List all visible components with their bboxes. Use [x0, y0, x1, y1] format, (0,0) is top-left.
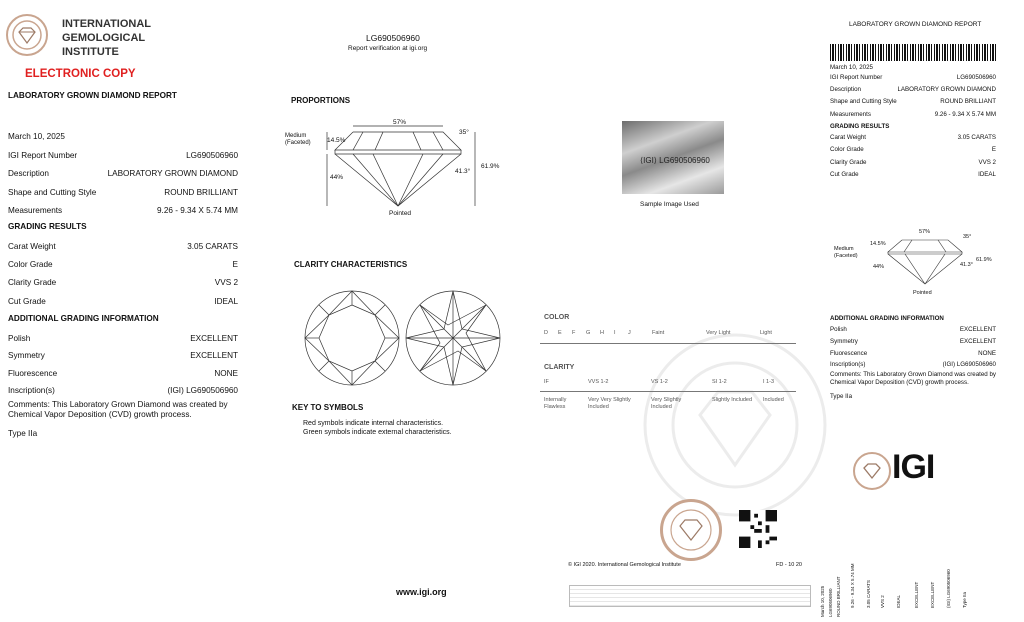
clarity-grade-description: Included	[763, 397, 784, 403]
stub-rotated-col7: IDEAL	[896, 594, 901, 608]
right-crown-height: 14.5%	[870, 241, 886, 247]
right-type: Type IIa	[830, 393, 853, 400]
right-pavilion-angle: 41.3°	[960, 262, 973, 268]
right-info-row-value: LG690506960	[956, 74, 996, 81]
comments-text: Comments: This Laboratory Grown Diamond was created by Chemical Vapor Deposition (CVD) growth process.	[8, 400, 228, 419]
additional-row	[8, 369, 238, 378]
barcode-icon	[830, 44, 996, 61]
right-additional-row-value: EXCELLENT	[959, 326, 996, 333]
grading-row	[8, 297, 238, 306]
clarity-characteristics-heading: CLARITY CHARACTERISTICS	[294, 260, 408, 269]
key-line-green: Green symbols indicate external characteristics.	[303, 429, 452, 436]
clarity-grade-label: IF	[544, 379, 549, 385]
info-row	[8, 151, 238, 160]
right-additional-row	[830, 338, 996, 345]
table-percent: 57%	[393, 119, 407, 126]
color-grade-letter: G	[586, 330, 591, 336]
grading-row	[8, 242, 238, 251]
right-grading-row-value: IDEAL	[978, 170, 996, 178]
info-row	[8, 132, 238, 141]
right-grading-row	[830, 159, 996, 166]
stub-rotated-col3: ROUND BRILLIANT	[836, 576, 841, 617]
stub-rotated-col9: EXCELLENT	[930, 581, 935, 608]
right-date: March 10, 2025	[830, 64, 873, 71]
additional-row	[8, 386, 238, 395]
additional-row-label: Polish	[8, 334, 31, 343]
stub-rotated-col8: EXCELLENT	[914, 581, 919, 608]
right-culet-label: Pointed	[913, 290, 932, 296]
right-grading-row-label: Color Grade	[830, 146, 864, 154]
security-strip	[569, 585, 811, 607]
report-number-top: LG690506960	[366, 33, 420, 43]
crown-height: 14.5%	[327, 137, 346, 144]
right-table-percent: 57%	[919, 229, 931, 235]
info-row	[8, 206, 238, 215]
report-title: LABORATORY GROWN DIAMOND REPORT	[8, 91, 177, 100]
info-row-value: LG690506960	[186, 150, 238, 160]
right-girdle-label: Medium (Faceted)	[834, 246, 858, 259]
additional-row-value: (IGI) LG690506960	[167, 385, 238, 395]
culet-label: Pointed	[389, 210, 412, 217]
pavilion-depth: 44%	[330, 174, 344, 181]
igi-inscription-icon: ⟨IGI⟩	[640, 156, 660, 165]
right-grading-row-value: E	[991, 146, 996, 154]
grading-results-heading: GRADING RESULTS	[8, 222, 87, 231]
right-additional-row	[830, 361, 996, 368]
grading-row-label: Clarity Grade	[8, 278, 57, 288]
right-grading-row	[830, 146, 996, 153]
sample-image	[622, 121, 724, 194]
proportions-heading: PROPORTIONS	[291, 96, 351, 105]
total-depth: 61.9%	[481, 163, 500, 170]
pavilion-angle: 41.3°	[455, 168, 471, 175]
info-row-value: ROUND BRILLIANT	[164, 187, 238, 197]
crown-angle: 35°	[459, 129, 469, 136]
color-scale-line	[540, 343, 796, 344]
copyright-text: © IGI 2020. International Gemological Institute	[568, 562, 681, 568]
proportions-diagram	[283, 110, 503, 222]
grading-row-value: E	[232, 260, 238, 270]
right-pavilion-depth: 44%	[873, 264, 885, 270]
diamond-icon	[8, 16, 46, 54]
type-text: Type IIa	[8, 429, 38, 438]
verification-text: Report verification at igi.org	[348, 45, 428, 52]
info-row-label: IGI Report Number	[8, 150, 78, 160]
clarity-grade-description: Slightly Included	[712, 397, 753, 403]
right-additional-row-value: EXCELLENT	[959, 337, 996, 345]
right-grading-row-label: Cut Grade	[830, 170, 859, 178]
stub-rotated-col1: March 10, 2025	[820, 585, 825, 617]
qr-code-icon[interactable]	[739, 510, 777, 548]
website-link[interactable]: www.igi.org	[396, 587, 447, 597]
right-info-row-value: LABORATORY GROWN DIAMOND	[897, 86, 996, 94]
right-crown-angle: 35°	[963, 234, 972, 240]
sample-caption: Sample Image Used	[640, 201, 699, 208]
right-info-row	[830, 74, 996, 81]
clarity-grade-label: VS 1-2	[651, 379, 668, 385]
info-row-label: Description	[8, 169, 49, 178]
additional-row	[8, 351, 238, 360]
right-additional-row-label: Polish	[830, 326, 847, 333]
grading-row-label: Cut Grade	[8, 296, 46, 306]
electronic-copy-label: ELECTRONIC COPY	[25, 68, 136, 80]
right-grading-row-value: VVS 2	[978, 158, 996, 166]
clarity-scale-line	[540, 391, 796, 392]
info-row-label: March 10, 2025	[8, 132, 65, 141]
additional-row-label: Fluorescence	[8, 368, 58, 378]
institute-name: INTERNATIONAL GEMOLOGICAL INSTITUTE	[62, 18, 152, 58]
right-total-depth: 61.9%	[976, 257, 992, 263]
igi-seal-logo	[6, 14, 48, 56]
grading-row-label: Color Grade	[8, 260, 53, 270]
stub-rotated-col6: VVS 2	[880, 595, 885, 608]
grading-row-label: Carat Weight	[8, 242, 56, 251]
additional-row	[8, 334, 238, 343]
right-additional-row	[830, 326, 996, 333]
right-report-title: LABORATORY GROWN DIAMOND REPORT	[849, 21, 982, 28]
right-info-row	[830, 111, 996, 118]
color-grade-letter: H	[600, 330, 604, 336]
right-info-row-label: Description	[830, 86, 861, 94]
right-additional-row-label: Fluorescence	[830, 349, 868, 357]
color-grade-letter: I	[614, 330, 616, 336]
additional-row-value: EXCELLENT	[190, 351, 238, 361]
clarity-grade-label: VVS 1-2	[588, 379, 609, 385]
color-faint: Faint	[652, 330, 665, 336]
girdle-label: Medium (Faceted)	[285, 133, 311, 146]
key-line-red: Red symbols indicate internal characteristics.	[303, 420, 444, 427]
right-grading-row-value: 3.05 CARATS	[957, 134, 996, 141]
clarity-grade-description: Very Very Slightly Included	[588, 397, 631, 410]
clarity-grade-description: Very Slightly Included	[651, 397, 682, 410]
key-to-symbols-heading: KEY TO SYMBOLS	[292, 403, 364, 412]
info-row-value: 9.26 - 9.34 X 5.74 MM	[156, 206, 238, 215]
right-info-row-value: ROUND BRILLIANT	[940, 98, 996, 106]
clarity-grade-label: SI 1-2	[712, 379, 727, 385]
right-info-row	[830, 86, 996, 93]
color-very-light: Very Light	[706, 330, 731, 336]
right-additional-heading: ADDITIONAL GRADING INFORMATION	[830, 315, 944, 322]
crown-plot-diagram	[303, 289, 401, 387]
color-grade-letter: D	[544, 330, 548, 336]
additional-row-value: EXCELLENT	[190, 334, 238, 343]
info-row-label: Shape and Cutting Style	[8, 187, 97, 197]
right-grading-row	[830, 134, 996, 141]
pavilion-plot-diagram	[404, 289, 502, 387]
info-row-label: Measurements	[8, 206, 63, 215]
watermark-seal	[640, 330, 830, 520]
right-grading-heading: GRADING RESULTS	[830, 123, 890, 130]
igi-logo-text: IGI	[892, 448, 935, 486]
stub-rotated-col11: Type IIa	[962, 591, 967, 608]
color-grade-letter: F	[572, 330, 576, 336]
diamond-logo-icon	[855, 454, 889, 488]
stub-rotated-col4: 9.26 - 9.34 X 5.74 MM	[850, 563, 855, 608]
right-grading-row-label: Carat Weight	[830, 134, 866, 141]
stub-rotated-col5: 3.05 CARATS	[866, 580, 871, 608]
igi-logo-icon	[853, 452, 891, 490]
info-row	[8, 188, 238, 197]
right-additional-row	[830, 350, 996, 357]
grading-row	[8, 260, 238, 269]
clarity-grade-description: Internally Flawless	[544, 397, 567, 410]
grading-row	[8, 278, 238, 287]
grading-row-value: VVS 2	[214, 278, 238, 288]
additional-grading-heading: ADDITIONAL GRADING INFORMATION	[8, 314, 159, 323]
sample-inscription: ⟨IGI⟩ LG690506960	[640, 156, 710, 165]
clarity-grade-label: I 1-3	[763, 379, 775, 385]
color-grade-letter: E	[558, 330, 562, 336]
form-code: FD - 10 20	[776, 562, 802, 568]
right-info-row-label: Measurements	[830, 110, 871, 118]
info-row-value: LABORATORY GROWN DIAMOND	[107, 169, 238, 178]
right-info-row-label: IGI Report Number	[830, 74, 883, 81]
right-grading-row-label: Clarity Grade	[830, 158, 867, 166]
stub-rotated-col10: (IGI) LG690506960	[946, 569, 951, 608]
right-additional-row-label: Symmetry	[830, 337, 858, 345]
info-row	[8, 169, 238, 178]
right-comments: Comments: This Laboratory Grown Diamond was created by Chemical Vapor Deposition (CVD) growth process.	[830, 371, 996, 386]
right-grading-row	[830, 171, 996, 178]
additional-row-label: Inscription(s)	[8, 385, 55, 395]
clarity-scale-heading: CLARITY	[544, 364, 575, 371]
color-scale-heading: COLOR	[544, 314, 570, 321]
additional-row-value: NONE	[214, 368, 238, 378]
right-additional-row-value: NONE	[978, 349, 996, 357]
grading-row-value: IDEAL	[214, 296, 238, 306]
additional-row-label: Symmetry	[8, 351, 45, 361]
igi-footer-seal	[660, 499, 722, 561]
right-additional-row-label: Inscription(s)	[830, 361, 866, 369]
right-info-row-value: 9.26 - 9.34 X 5.74 MM	[934, 110, 996, 118]
diamond-seal-icon	[663, 502, 719, 558]
right-info-row	[830, 98, 996, 105]
grading-row-value: 3.05 CARATS	[187, 242, 238, 251]
right-additional-row-value: (IGI) LG690506960	[942, 361, 996, 369]
color-light: Light	[760, 330, 772, 336]
right-info-row-label: Shape and Cutting Style	[830, 98, 897, 106]
color-grade-letter: J	[628, 330, 631, 336]
stub-rotated-col2: LG690506960	[828, 588, 833, 617]
